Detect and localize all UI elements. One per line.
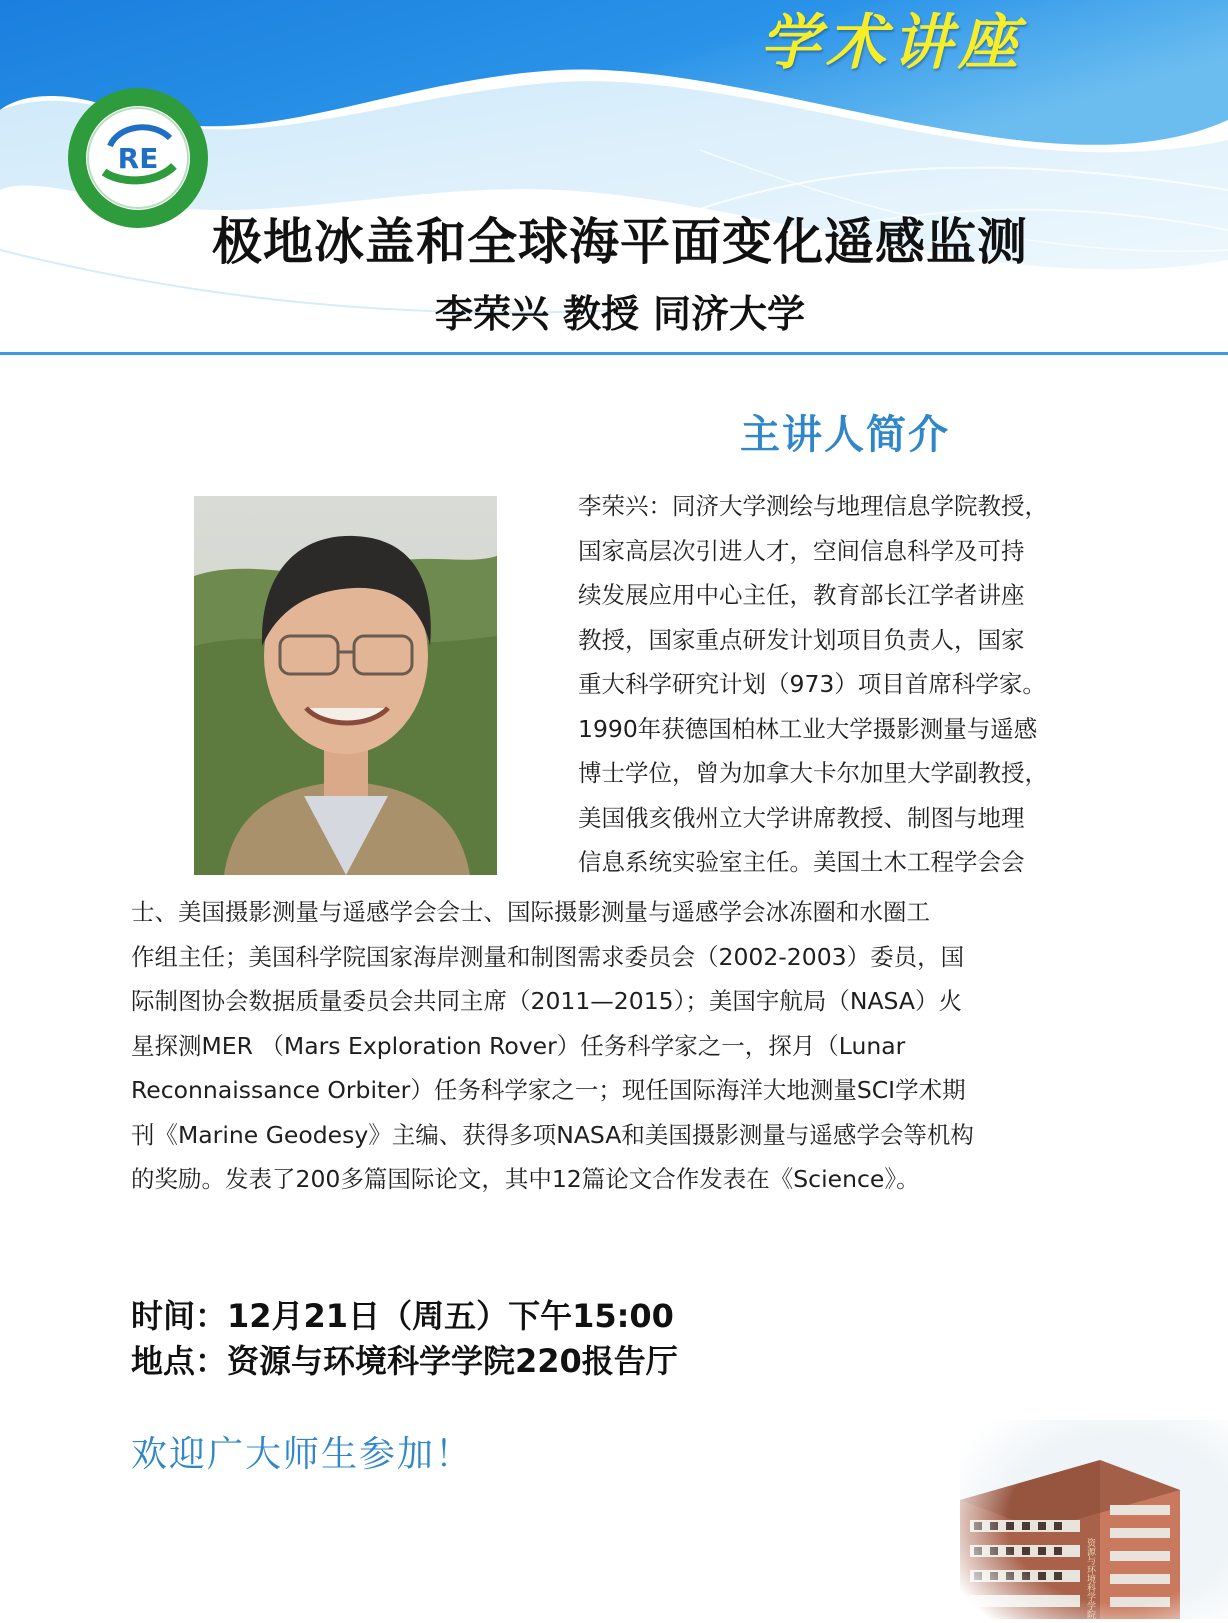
bio-line: 作组主任；美国科学院国家海岸测量和制图需求委员会（2002-2003）委员，国: [131, 942, 965, 971]
bio-line: 信息系统实验室主任。美国土木工程学会会: [578, 848, 1025, 876]
header-divider: [0, 352, 1228, 355]
bio-line: 美国俄亥俄州立大学讲席教授、制图与地理: [578, 803, 1025, 832]
bio-line: 李荣兴：同济大学测绘与地理信息学院教授，: [578, 492, 1048, 520]
bio-line: 续发展应用中心主任，教育部长江学者讲座: [578, 581, 1025, 609]
speaker-title: 教授: [562, 292, 639, 336]
bio-line: 士、美国摄影测量与遥感学会会士、国际摄影测量与遥感学会冰冻圈和水圈工: [131, 898, 930, 926]
bio-line: Reconnaissance Orbiter）任务科学家之一；现任国际海洋大地测量SCI学术期: [131, 1076, 966, 1104]
bio-line: 刊《Marine Geodesy》主编、获得多项NASA和美国摄影测量与遥感学会等机构: [131, 1120, 974, 1149]
event-place: 地点：资源与环境科学学院220报告厅: [131, 1342, 678, 1380]
bio-heading: 主讲人简介: [740, 412, 950, 458]
bio-text-full-width: [131, 890, 1131, 1202]
bio-line: 星探测MER （Mars Exploration Rover）任务科学家之一，探月（Lunar: [131, 1031, 906, 1060]
bio-line: 的奖励。发表了200多篇国际论文，其中12篇论文合作发表在《Science》。: [131, 1165, 920, 1193]
welcome-message: 欢迎广大师生参加！: [131, 1434, 474, 1475]
banner-label: 学术讲座: [760, 8, 1024, 78]
event-time: 时间：12月21日（周五）下午15:00: [131, 1297, 674, 1335]
speaker-line: [200, 286, 1040, 342]
speaker-affiliation: 同济大学: [653, 292, 806, 336]
building-illustration-icon: [960, 1420, 1228, 1619]
bio-text-beside-photo: [578, 484, 1158, 885]
bio-line: 教授，国家重点研发计划项目负责人，国家: [578, 625, 1025, 654]
bio-line: 博士学位，曾为加拿大卡尔加里大学副教授，: [578, 759, 1048, 787]
speaker-name: 李荣兴: [434, 292, 549, 336]
bio-line: 际制图协会数据质量委员会共同主席（2011—2015）；美国宇航局（NASA）火: [131, 987, 962, 1015]
logo-initials: RE: [117, 142, 159, 175]
speaker-portrait-icon: [194, 496, 497, 875]
bio-line: 国家高层次引进人才，空间信息科学及可持: [578, 536, 1025, 565]
bio-line: 1990年获德国柏林工业大学摄影测量与遥感: [578, 714, 1038, 743]
bio-line: 重大科学研究计划（973）项目首席科学家。: [578, 670, 1046, 698]
lecture-title: 极地冰盖和全球海平面变化遥感监测: [212, 213, 1028, 271]
